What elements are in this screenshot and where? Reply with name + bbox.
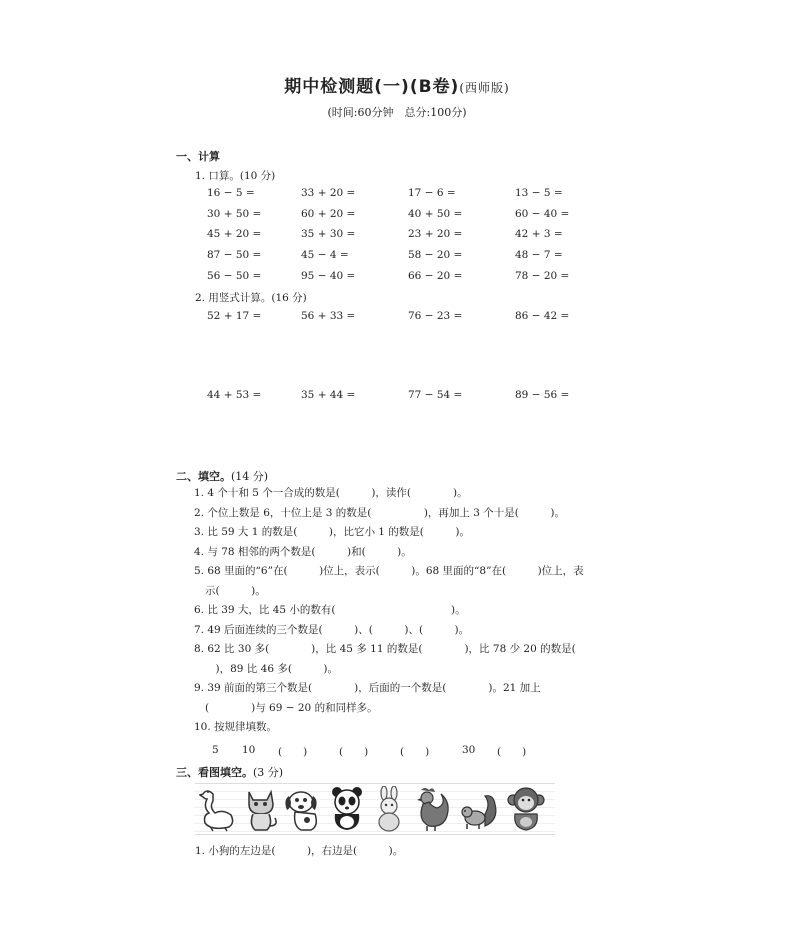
dog-icon bbox=[283, 786, 325, 832]
list-item: 10. 按规律填数。 bbox=[194, 721, 278, 733]
list-item-continued: )，89 比 46 多( )。 bbox=[205, 662, 339, 675]
sequence-item: 30 bbox=[462, 744, 476, 756]
fill-blank-list bbox=[194, 484, 634, 738]
oral-problem: 40 + 50 = bbox=[408, 207, 463, 220]
oral-problem: 13 − 5 = bbox=[515, 187, 563, 199]
vertical-problem: 35 + 44 = bbox=[301, 389, 356, 401]
vertical-problem: 77 − 54 = bbox=[408, 389, 463, 401]
oral-problem: 45 − 4 = bbox=[301, 249, 349, 262]
list-item-continued: ( )与 69 − 20 的和同样多。 bbox=[205, 701, 378, 714]
vertical-problem: 44 + 53 = bbox=[207, 389, 262, 401]
section-2-points: (14 分) bbox=[231, 470, 269, 483]
list-item: 9. 39 前面的第三个数是( )，后面的一个数是( )。21 加上 bbox=[194, 682, 541, 694]
rabbit-icon bbox=[369, 786, 409, 832]
section-1-title: 一、计算 bbox=[176, 150, 220, 163]
vertical-problem: 56 + 33 = bbox=[301, 310, 356, 322]
oral-problem: 78 − 20 = bbox=[515, 269, 570, 282]
goose-icon bbox=[199, 786, 239, 832]
exam-info: (时间:60分钟 总分:100分) bbox=[327, 106, 467, 119]
sequence-item: ( ) bbox=[278, 746, 308, 758]
title-text: 期中检测题(一)(B卷) bbox=[284, 77, 460, 97]
oral-problem: 58 − 20 = bbox=[408, 249, 463, 262]
list-item: 2. 个位上数是 6，十位上是 3 的数是( )，再加上 3 个十是( )。 bbox=[194, 506, 565, 519]
oral-problem: 35 + 30 = bbox=[301, 228, 356, 241]
oral-problem: 87 − 50 = bbox=[207, 249, 262, 262]
oral-problem: 42 + 3 = bbox=[515, 228, 563, 241]
oral-problem: 60 + 20 = bbox=[301, 207, 356, 220]
sequence-item: ( ) bbox=[497, 746, 527, 758]
sequence-item: ( ) bbox=[400, 746, 430, 758]
cat-icon bbox=[241, 786, 281, 832]
oral-problem: 30 + 50 = bbox=[207, 207, 262, 220]
oral-problem: 23 + 20 = bbox=[408, 228, 463, 241]
list-item: 7. 49 后面连续的三个数是( )、( )、( )。 bbox=[194, 623, 470, 636]
oral-problem: 66 − 20 = bbox=[408, 269, 463, 282]
panda-icon bbox=[327, 786, 367, 832]
animal-picture-strip bbox=[195, 783, 555, 835]
rooster-icon bbox=[411, 786, 453, 832]
section-3-title-text: 三、看图填空。 bbox=[176, 766, 253, 779]
list-item: 8. 62 比 30 多( )，比 45 多 11 的数是( )，比 78 少 20 的数是( bbox=[194, 643, 576, 655]
sequence-item: ( ) bbox=[339, 746, 369, 758]
squirrel-icon bbox=[457, 786, 501, 832]
sequence-item: 5 bbox=[212, 744, 219, 756]
oral-calc-label: 1. 口算。(10 分) bbox=[195, 170, 276, 182]
picture-question-1: 1. 小狗的左边是( )，右边是( )。 bbox=[195, 845, 404, 857]
list-item: 6. 比 39 大，比 45 小的数有( )。 bbox=[194, 604, 466, 616]
vertical-problem: 86 − 42 = bbox=[515, 310, 570, 322]
oral-problem: 17 − 6 = bbox=[408, 187, 456, 199]
oral-problem: 60 − 40 = bbox=[515, 207, 570, 220]
list-item: 1. 4 个十和 5 个一合成的数是( )，读作( )。 bbox=[194, 487, 468, 499]
section-2-title-text: 二、填空。 bbox=[176, 470, 231, 483]
list-item: 5. 68 里面的“6”在( )位上，表示( )。68 里面的“8”在( )位上，表 bbox=[194, 565, 584, 577]
section-3-title bbox=[176, 764, 283, 780]
exam-title bbox=[0, 72, 794, 97]
oral-problem: 48 − 7 = bbox=[515, 249, 563, 262]
vertical-calc-label: 2. 用竖式计算。(16 分) bbox=[195, 292, 307, 304]
oral-problem: 16 − 5 = bbox=[207, 187, 255, 199]
oral-problem: 45 + 20 = bbox=[207, 228, 262, 241]
oral-problem: 33 + 20 = bbox=[301, 187, 356, 199]
sequence-item: 10 bbox=[242, 744, 256, 756]
section-3-points: (3 分) bbox=[253, 766, 284, 779]
edition-label: (西师版) bbox=[459, 81, 510, 95]
oral-problem: 95 − 40 = bbox=[301, 269, 356, 282]
oral-problem: 56 − 50 = bbox=[207, 269, 262, 282]
vertical-problem: 76 − 23 = bbox=[408, 310, 463, 322]
list-item-continued: 示( )。 bbox=[205, 584, 266, 597]
list-item: 3. 比 59 大 1 的数是( )，比它小 1 的数是( )。 bbox=[194, 526, 470, 538]
vertical-problem: 52 + 17 = bbox=[207, 310, 262, 322]
section-2-title bbox=[176, 468, 268, 484]
monkey-icon bbox=[505, 786, 547, 832]
list-item: 4. 与 78 相邻的两个数是( )和( )。 bbox=[194, 545, 412, 558]
vertical-problem: 89 − 56 = bbox=[515, 389, 570, 401]
